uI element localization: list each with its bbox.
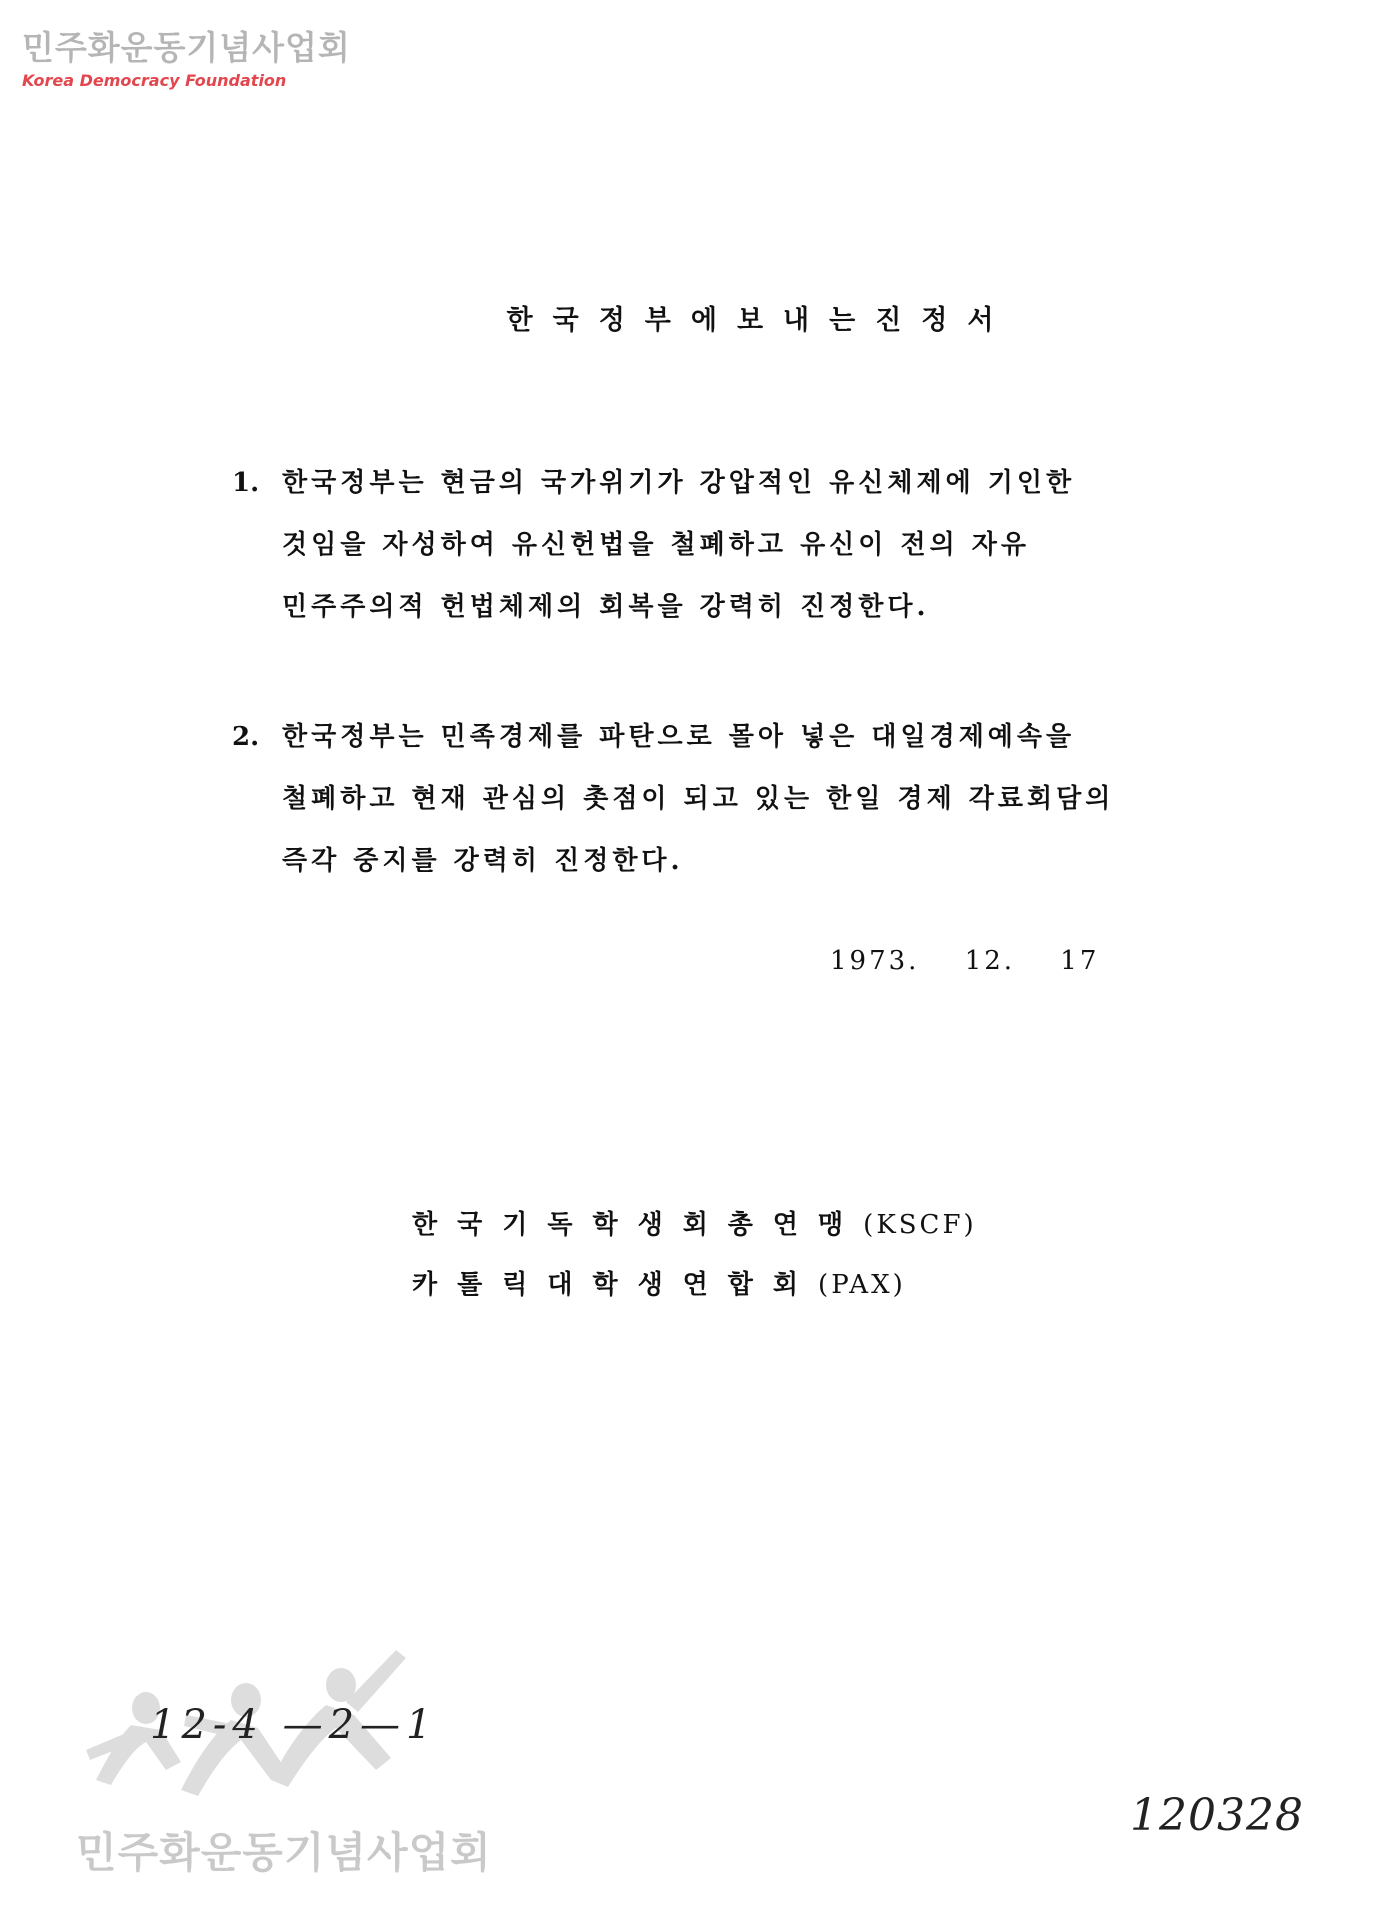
item-line <box>232 452 1075 514</box>
item-number: 2. <box>232 722 260 752</box>
signatory-pax <box>412 1255 977 1315</box>
item-line-text: 민주주의적 헌법체제의 회복을 강력히 진정한다. <box>282 592 930 622</box>
document-date: 1973. 12. 17 <box>830 946 1100 976</box>
signatories <box>412 1195 977 1315</box>
handwritten-doc-number: 120328 <box>1130 1790 1304 1841</box>
petition-item-2 <box>232 706 1114 892</box>
foundation-name-en: Korea Democracy Foundation <box>22 71 287 90</box>
item-line-text: 즉각 중지를 강력히 진정한다. <box>282 846 684 876</box>
foundation-watermark <box>76 1630 492 1890</box>
foundation-header <box>22 22 351 90</box>
foundation-name-ko: 민주화운동기념사업회 <box>22 28 351 67</box>
signatory-kscf <box>412 1195 977 1255</box>
item-number: 1. <box>232 468 260 498</box>
item-line-text: 한국정부는 민족경제를 파탄으로 몰아 넣은 대일경제예속을 <box>282 722 1076 752</box>
watermark-text: 민주화운동기념사업회 <box>76 1828 492 1877</box>
org-abbr: (PAX) <box>818 1270 906 1300</box>
item-line <box>232 706 1114 768</box>
petition-item-1 <box>232 452 1075 638</box>
org-abbr: (KSCF) <box>863 1210 977 1240</box>
document-title: 한국정부에보내는진정서 <box>506 305 1014 336</box>
item-line-text: 철폐하고 현재 관심의 촛점이 되고 있는 한일 경제 각료회담의 <box>282 784 1115 814</box>
org-name: 한국기독학생회총연맹 <box>412 1210 864 1240</box>
org-name: 카톨릭대학생연합회 <box>412 1270 819 1300</box>
handwritten-file-code: 12-4 —2—1 <box>150 1702 438 1748</box>
item-line-text: 한국정부는 현금의 국가위기가 강압적인 유신체제에 기인한 <box>282 468 1076 498</box>
item-line-text: 것임을 자성하여 유신헌법을 철폐하고 유신이 전의 자유 <box>282 530 1030 560</box>
